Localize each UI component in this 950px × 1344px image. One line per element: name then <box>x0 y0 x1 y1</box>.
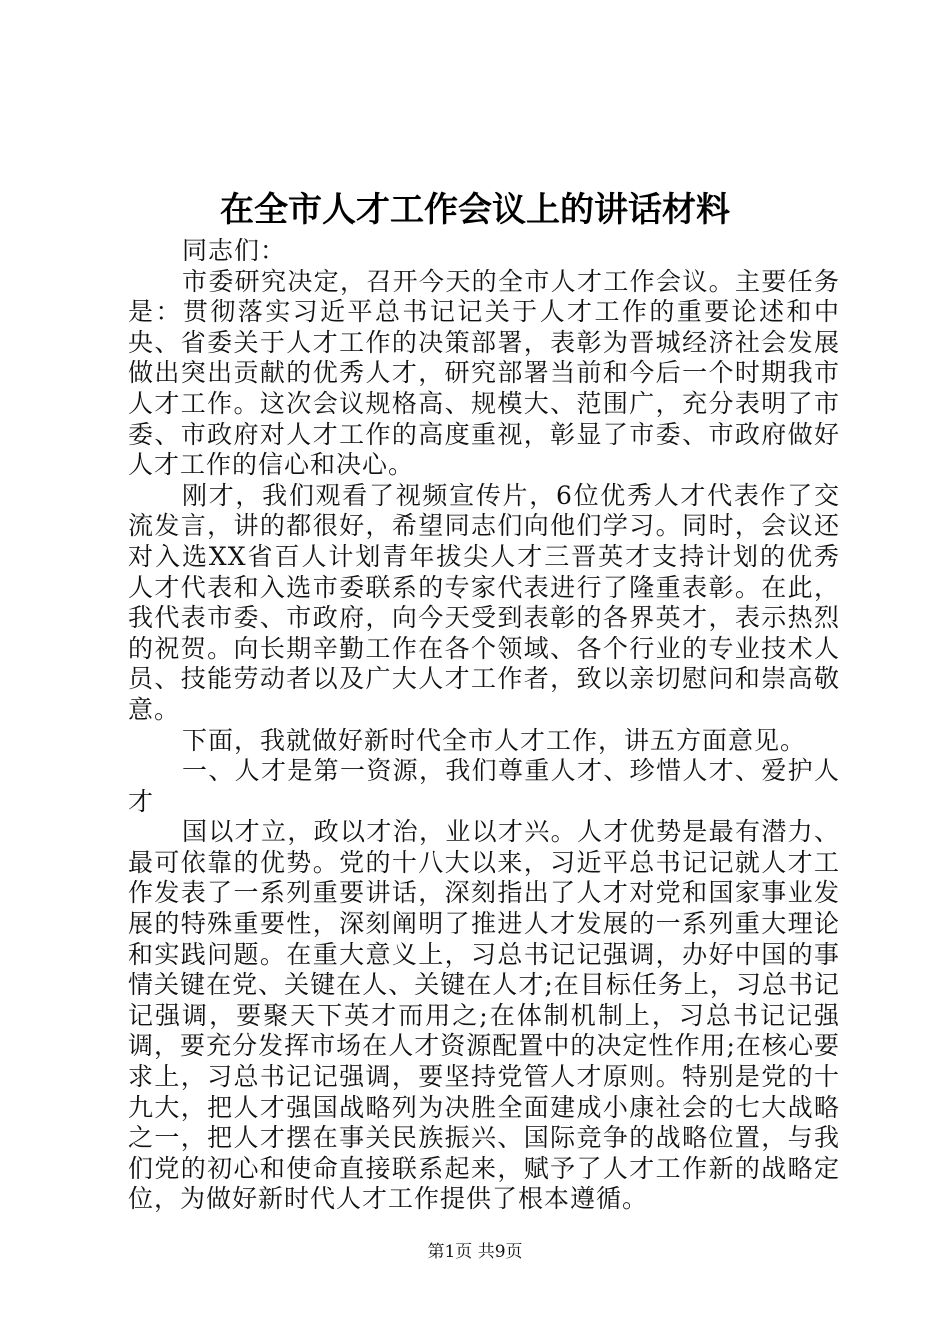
salutation-paragraph: 同志们： <box>182 236 287 265</box>
document-body <box>128 236 840 1215</box>
page-number-footer: 第1页 共9页 <box>427 1242 523 1262</box>
section-heading: 一、人才是第一资源，我们尊重人才、珍惜人才、爱护人才 <box>128 756 840 816</box>
body-paragraph: 国以才立，政以才治，业以才兴。人才优势是最有潜力、最可依靠的优势。党的十八大以来，习近平总书记记就人才工作发表了一系列重要讲话，深刻指出了人才对党和国家事业发展的特殊重要性，深刻阐明了推进人才发展的一系列重大理论和实践问题。在重大意义上，习总书记记强调，办好中国的事情关键在党、关键在人、关键在人才;在目标任务上，习总书记记强调，要聚天下英才而用之;在体制机制上，习总书记记强调，要充分发挥市场在人才资源配置中的决定性作用;在核心要求上，习总书记记强调，要坚持党管人才原则。特别是党的十九大，把人才强国战略列为决胜全面建成小康社会的七大战略之一，把人才摆在事关民族振兴、国际竞争的战略位置，与我们党的初心和使命直接联系起来，赋予了人才工作新的战略定位，为做好新时代人才工作提供了根本遵循。 <box>128 817 840 1214</box>
document-title: 在全市人才工作会议上的讲话材料 <box>220 190 730 230</box>
body-paragraph: 刚才，我们观看了视频宣传片，6位优秀人才代表作了交流发言，讲的都很好，希望同志们向他们学习。同时，会议还对入选XX省百人计划青年拔尖人才三晋英才支持计划的优秀人才代表和入选市委联系的专家代表进行了隆重表彰。在此，我代表市委、市政府，向今天受到表彰的各界英才，表示热烈的祝贺。向长期辛勤工作在各个领域、各个行业的专业技术人员、技能劳动者以及广大人才工作者，致以亲切慰问和崇高敬意。 <box>128 480 840 724</box>
body-paragraph: 市委研究决定，召开今天的全市人才工作会议。主要任务是：贯彻落实习近平总书记记关于人才工作的重要论述和中央、省委关于人才工作的决策部署，表彰为晋城经济社会发展做出突出贡献的优秀人才，研究部署当前和今后一个时期我市人才工作。这次会议规格高、规模大、范围广，充分表明了市委、市政府对人才工作的高度重视，彰显了市委、市政府做好人才工作的信心和决心。 <box>128 266 840 480</box>
body-paragraph: 下面，我就做好新时代全市人才工作，讲五方面意见。 <box>182 725 807 755</box>
